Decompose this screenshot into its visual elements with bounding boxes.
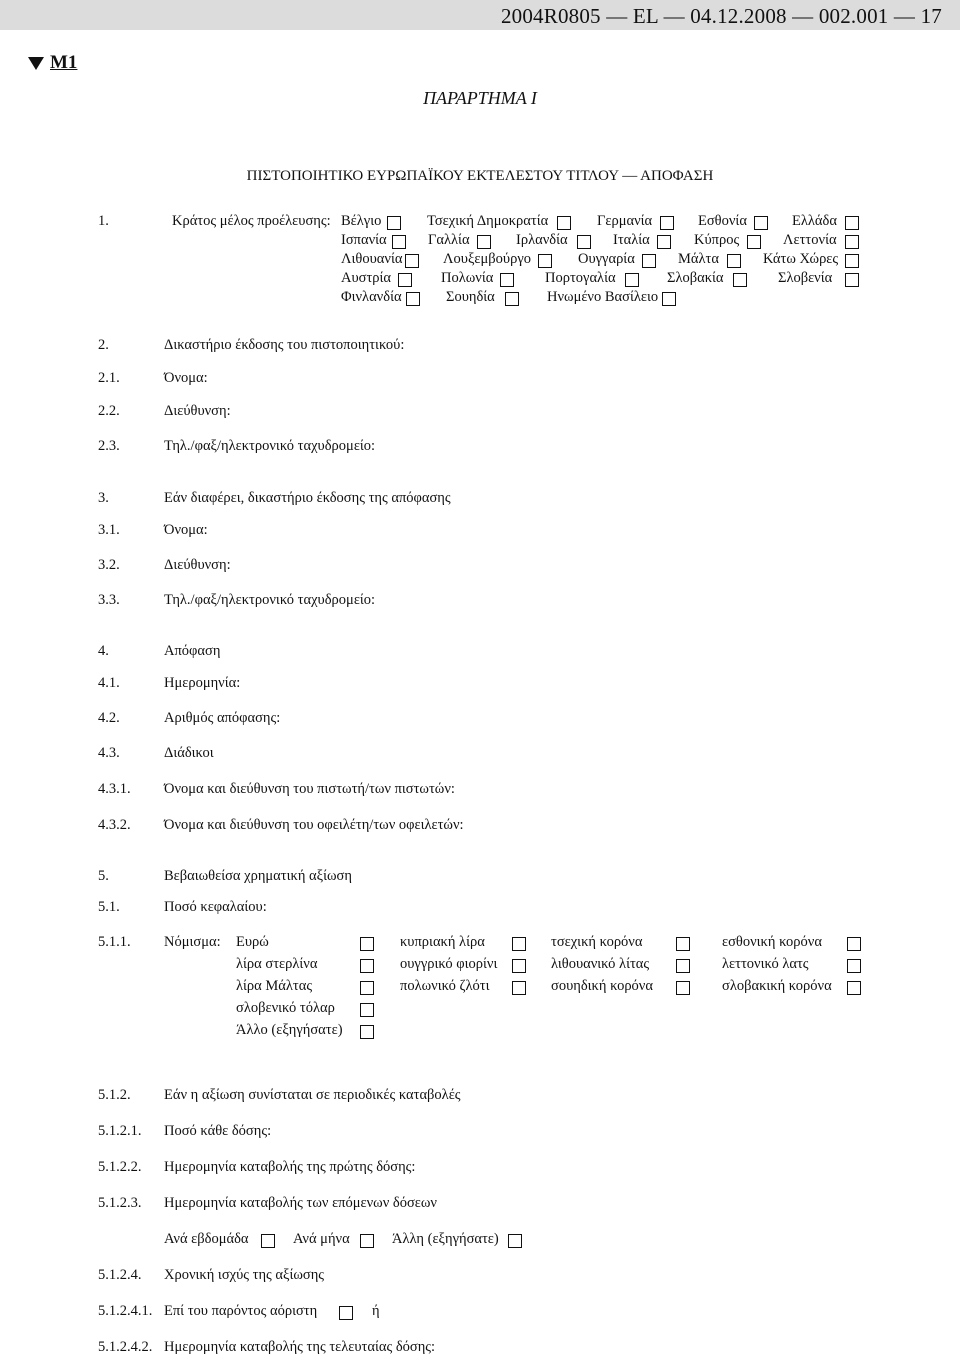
country-checkbox[interactable]: [754, 216, 768, 230]
item-number: 4.1.: [98, 675, 120, 691]
country-checkbox[interactable]: [477, 235, 491, 249]
item-number: 4.3.1.: [98, 781, 131, 797]
country-label: Τσεχική Δημοκρατία: [427, 213, 549, 229]
country-label: Ισπανία: [341, 232, 387, 248]
country-checkbox[interactable]: [845, 235, 859, 249]
country-label: Λουξεμβούργο: [443, 251, 531, 267]
item-label: Όνομα και διεύθυνση του οφειλέτη/των οφειλετών:: [164, 817, 464, 833]
section-number: 1.: [98, 213, 109, 229]
item-label: Τηλ./φαξ/ηλεκτρονικό ταχυδρομείο:: [164, 438, 376, 454]
document-reference: 2004R0805 — EL — 04.12.2008 — 002.001 — 17: [500, 4, 942, 28]
item-label: Ποσό κεφαλαίου:: [164, 899, 267, 915]
item-label: Απόφαση: [164, 643, 221, 659]
country-label: Κάτω Χώρες: [763, 251, 839, 267]
country-label: Εσθονία: [698, 213, 747, 229]
currency-option-label: Ευρώ: [236, 934, 269, 950]
item-number: 3.: [98, 490, 109, 506]
item-number: 3.1.: [98, 522, 120, 538]
item-number: 2.1.: [98, 370, 120, 386]
country-label: Λιθουανία: [341, 251, 403, 267]
country-checkbox[interactable]: [505, 292, 519, 306]
frequency-option-label: Ανά εβδομάδα: [164, 1231, 249, 1247]
country-checkbox[interactable]: [392, 235, 406, 249]
country-checkbox[interactable]: [538, 254, 552, 268]
item-label: Ημερομηνία καταβολής της τελευταίας δόσης:: [164, 1339, 436, 1355]
currency-label: Νόμισμα:: [164, 934, 221, 950]
currency-option-label: σλοβακική κορόνα: [722, 978, 832, 994]
item-number: 2.: [98, 337, 109, 353]
item-label: Δικαστήριο έκδοσης του πιστοποιητικού:: [164, 337, 405, 353]
country-label: Πολωνία: [441, 270, 494, 286]
item-number: 3.3.: [98, 592, 120, 608]
item-number: 5.: [98, 868, 109, 884]
country-checkbox[interactable]: [642, 254, 656, 268]
country-checkbox[interactable]: [406, 292, 420, 306]
frequency-option-label: Άλλη (εξηγήσατε): [392, 1231, 499, 1247]
currency-checkbox[interactable]: [676, 959, 690, 973]
currency-option-label: λιθουανικό λίτας: [551, 956, 650, 972]
country-label: Αυστρία: [341, 270, 392, 286]
frequency-option-label: Ανά μήνα: [293, 1231, 350, 1247]
item-label: Τηλ./φαξ/ηλεκτρονικό ταχυδρομείο:: [164, 592, 376, 608]
currency-checkbox[interactable]: [847, 937, 861, 951]
currency-number: 5.1.1.: [98, 934, 131, 950]
country-checkbox[interactable]: [577, 235, 591, 249]
currency-checkbox[interactable]: [676, 981, 690, 995]
item-number: 5.1.2.1.: [98, 1123, 142, 1139]
country-label: Γαλλία: [428, 232, 470, 248]
item-label: Εάν διαφέρει, δικαστήριο έκδοσης της απόφασης: [164, 490, 451, 506]
item-label: Διάδικοι: [164, 745, 214, 761]
country-label: Σουηδία: [446, 289, 495, 305]
country-label: Γερμανία: [597, 213, 653, 229]
country-label: Ουγγαρία: [578, 251, 635, 267]
country-checkbox[interactable]: [733, 273, 747, 287]
country-checkbox[interactable]: [845, 273, 859, 287]
item-number: 5.1.2.2.: [98, 1159, 142, 1175]
currency-checkbox[interactable]: [847, 981, 861, 995]
currency-checkbox[interactable]: [360, 1003, 374, 1017]
currency-option-label: τσεχική κορόνα: [551, 934, 643, 950]
currency-checkbox[interactable]: [360, 1025, 374, 1039]
currency-option-label: σουηδική κορόνα: [551, 978, 653, 994]
currency-option-label: λεττονικό λατς: [722, 956, 809, 972]
currency-option-label: κυπριακή λίρα: [400, 934, 485, 950]
country-label: Βέλγιο: [341, 213, 382, 229]
amendment-label: M1: [50, 52, 78, 73]
country-checkbox[interactable]: [845, 254, 859, 268]
item-number: 5.1.2.4.: [98, 1267, 142, 1283]
country-label: Σλοβακία: [667, 270, 724, 286]
item-label: Εάν η αξίωση συνίσταται σε περιοδικές καταβολές: [164, 1087, 461, 1103]
currency-option-label: πολωνικό ζλότι: [400, 978, 490, 994]
country-checkbox[interactable]: [387, 216, 401, 230]
country-label: Φινλανδία: [341, 289, 402, 305]
currency-option-label: λίρα Μάλτας: [236, 978, 313, 994]
item-number: 4.: [98, 643, 109, 659]
currency-checkbox[interactable]: [512, 959, 526, 973]
item-number: 2.2.: [98, 403, 120, 419]
country-label: Πορτογαλία: [545, 270, 616, 286]
currency-option-label: λίρα στερλίνα: [236, 956, 318, 972]
item-label: Ημερομηνία καταβολής της πρώτης δόσης:: [164, 1159, 416, 1175]
country-label: Σλοβενία: [778, 270, 833, 286]
currency-option-label: εσθονική κορόνα: [722, 934, 822, 950]
item-number: 3.2.: [98, 557, 120, 573]
country-checkbox[interactable]: [398, 273, 412, 287]
currency-checkbox[interactable]: [360, 959, 374, 973]
amendment-marker: [28, 52, 77, 74]
item-label: Ημερομηνία καταβολής των επόμενων δόσεων: [164, 1195, 437, 1211]
country-checkbox[interactable]: [747, 235, 761, 249]
currency-checkbox[interactable]: [847, 959, 861, 973]
country-label: Μάλτα: [678, 251, 719, 267]
country-checkbox[interactable]: [557, 216, 571, 230]
item-label: Ποσό κάθε δόσης:: [164, 1123, 272, 1139]
country-label: Ιταλία: [613, 232, 650, 248]
document-title: ΠΙΣΤΟΠΟΙΗΤΙΚΟ ΕΥΡΩΠΑΪΚΟΥ ΕΚΤΕΛΕΣΤΟΥ ΤΙΤΛΟΥ — ΑΠΟΦΑΣΗ: [246, 168, 714, 184]
country-checkbox[interactable]: [662, 292, 676, 306]
currency-option-label: Άλλο (εξηγήσατε): [236, 1022, 343, 1038]
item-number: 5.1.2.3.: [98, 1195, 142, 1211]
item-number: 4.2.: [98, 710, 120, 726]
frequency-checkbox[interactable]: [508, 1234, 522, 1248]
item-label: Αριθμός απόφασης:: [164, 710, 281, 726]
item-label: Βεβαιωθείσα χρηματική αξίωση: [164, 868, 352, 884]
member-state-label: Κράτος μέλος προέλευσης:: [172, 213, 331, 229]
frequency-checkbox[interactable]: [360, 1234, 374, 1248]
currency-checkbox[interactable]: [512, 981, 526, 995]
currency-checkbox[interactable]: [676, 937, 690, 951]
country-checkbox[interactable]: [845, 216, 859, 230]
item-number: 5.1.2.4.1.: [98, 1303, 153, 1319]
country-checkbox[interactable]: [625, 273, 639, 287]
item-number: 5.1.2.: [98, 1087, 131, 1103]
country-checkbox[interactable]: [500, 273, 514, 287]
currency-option-label: σλοβενικό τόλαρ: [236, 1000, 335, 1016]
currency-checkbox[interactable]: [512, 937, 526, 951]
country-checkbox[interactable]: [660, 216, 674, 230]
item-label: Όνομα:: [164, 370, 208, 386]
item-label: Διεύθυνση:: [164, 403, 231, 419]
item-number: 4.3.: [98, 745, 120, 761]
currency-checkbox[interactable]: [360, 981, 374, 995]
country-checkbox[interactable]: [657, 235, 671, 249]
country-label: Ηνωμένο Βασίλειο: [547, 289, 659, 305]
country-label: Ιρλανδία: [516, 232, 568, 248]
item-number: 2.3.: [98, 438, 120, 454]
item-label: Όνομα και διεύθυνση του πιστωτή/των πιστωτών:: [164, 781, 455, 797]
triangle-down-icon: [28, 57, 44, 70]
currency-checkbox[interactable]: [360, 937, 374, 951]
or-label: ή: [372, 1303, 380, 1319]
item-label: Όνομα:: [164, 522, 208, 538]
country-label: Κύπρος: [694, 232, 740, 248]
frequency-checkbox[interactable]: [261, 1234, 275, 1248]
item-label: Επί του παρόντος αόριστη: [164, 1303, 318, 1319]
item-label: Ημερομηνία:: [164, 675, 241, 691]
country-checkbox[interactable]: [727, 254, 741, 268]
item-label: Διεύθυνση:: [164, 557, 231, 573]
country-label: Ελλάδα: [792, 213, 837, 229]
country-checkbox[interactable]: [405, 254, 419, 268]
item-number: 5.1.: [98, 899, 120, 915]
indefinite-checkbox[interactable]: [339, 1306, 353, 1320]
item-number: 4.3.2.: [98, 817, 131, 833]
currency-option-label: ουγγρικό φιορίνι: [400, 956, 498, 972]
annex-title: ΠΑΡΑΡΤΗΜΑ I: [423, 88, 537, 108]
item-label: Χρονική ισχύς της αξίωσης: [164, 1267, 325, 1283]
country-label: Λεττονία: [783, 232, 837, 248]
item-number: 5.1.2.4.2.: [98, 1339, 153, 1355]
